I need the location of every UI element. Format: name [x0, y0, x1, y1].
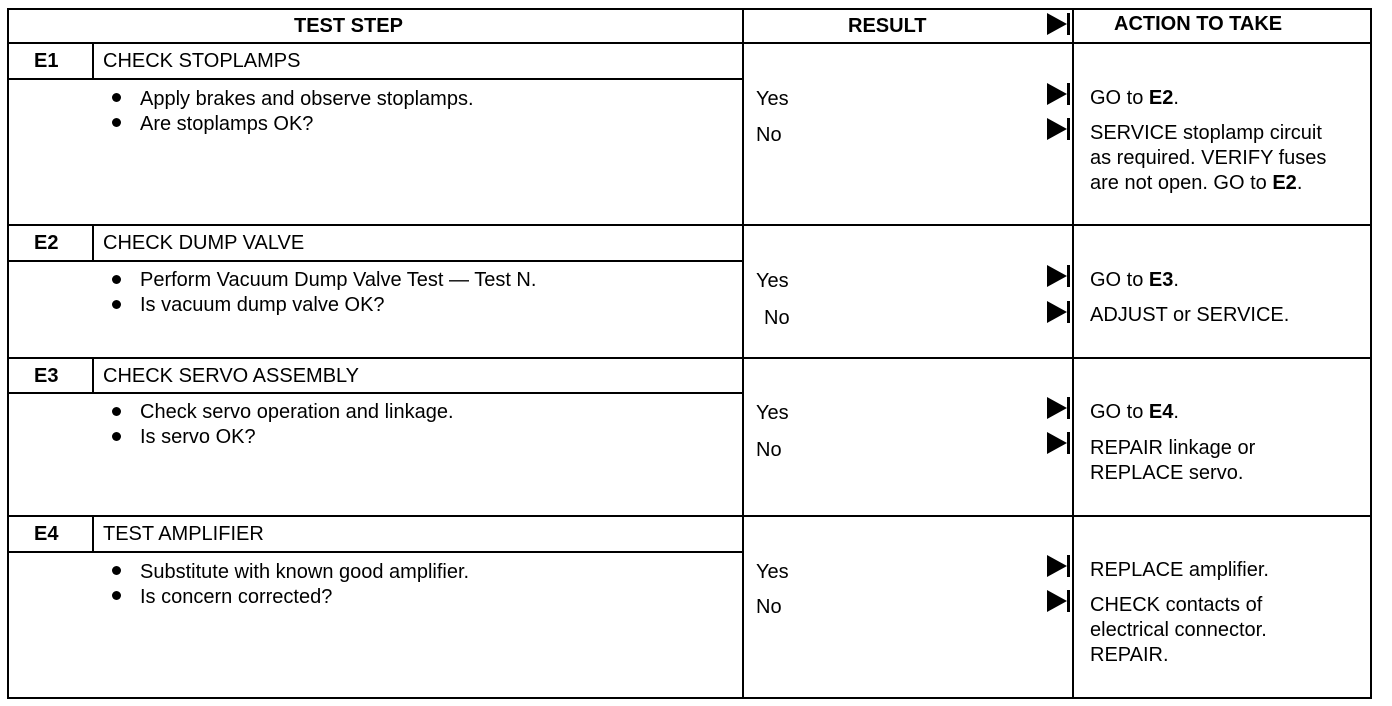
result-yes: Yes — [756, 561, 789, 583]
action-text: GO to E4. — [1090, 401, 1179, 423]
arrow-icon — [1047, 555, 1067, 577]
arrow-bar-icon — [1067, 265, 1070, 287]
arrow-icon — [1047, 301, 1067, 323]
arrow-bar-icon — [1067, 301, 1070, 323]
column-divider-result — [742, 8, 744, 699]
header-action: ACTION TO TAKE — [1114, 13, 1283, 35]
result-no: No — [756, 124, 782, 146]
header-arrow-icon — [1047, 13, 1067, 35]
step-title-underline — [7, 260, 744, 262]
code-divider — [92, 357, 94, 393]
arrow-icon — [1047, 265, 1067, 287]
result-no: No — [756, 439, 782, 461]
step-title: CHECK DUMP VALVE — [103, 232, 305, 254]
code-divider — [92, 42, 94, 79]
arrow-bar-icon — [1067, 83, 1070, 105]
bullet-icon — [112, 407, 121, 416]
step-title-underline — [7, 551, 744, 553]
arrow-icon — [1047, 432, 1067, 454]
step-code: E4 — [34, 523, 59, 545]
table-border-bottom — [7, 697, 1372, 699]
header-divider — [7, 42, 1372, 44]
step-bullet-text: Is servo OK? — [140, 426, 256, 448]
bullet-icon — [112, 591, 121, 600]
action-text: REPAIR linkage or REPLACE servo. — [1090, 437, 1256, 484]
step-code: E2 — [34, 232, 59, 254]
section-divider — [7, 224, 1372, 226]
header-test-step: TEST STEP — [294, 15, 403, 37]
action-text: REPLACE amplifier. — [1090, 559, 1269, 581]
step-bullet-text: Apply brakes and observe stoplamps. — [140, 88, 474, 110]
column-divider-action — [1072, 8, 1074, 699]
table-border-top — [7, 8, 1372, 10]
arrow-bar-icon — [1067, 397, 1070, 419]
result-no: No — [764, 307, 790, 329]
step-title-underline — [7, 392, 744, 394]
result-yes: Yes — [756, 88, 789, 110]
action-text: SERVICE stoplamp circuit as required. VERIFY fuses are not open. GO to E2. — [1090, 122, 1327, 194]
bullet-icon — [112, 300, 121, 309]
action-text: ADJUST or SERVICE. — [1090, 304, 1290, 326]
step-bullet-text: Is concern corrected? — [140, 586, 333, 608]
bullet-icon — [112, 118, 121, 127]
step-bullet-text: Substitute with known good amplifier. — [140, 561, 470, 583]
section-divider — [7, 515, 1372, 517]
result-yes: Yes — [756, 270, 789, 292]
table-border-right — [1370, 8, 1372, 699]
result-no: No — [756, 596, 782, 618]
step-code: E1 — [34, 50, 59, 72]
bullet-icon — [112, 432, 121, 441]
result-yes: Yes — [756, 402, 789, 424]
arrow-bar-icon — [1067, 118, 1070, 140]
step-bullet-text: Check servo operation and linkage. — [140, 401, 454, 423]
code-divider — [92, 224, 94, 261]
step-title: CHECK STOPLAMPS — [103, 50, 301, 72]
arrow-icon — [1047, 590, 1067, 612]
step-bullet-text: Is vacuum dump valve OK? — [140, 294, 385, 316]
step-code: E3 — [34, 365, 59, 387]
arrow-bar-icon — [1067, 13, 1070, 35]
arrow-icon — [1047, 397, 1067, 419]
step-title-underline — [7, 78, 744, 80]
step-bullet-text: Are stoplamps OK? — [140, 113, 314, 135]
section-divider — [7, 357, 1372, 359]
step-title: CHECK SERVO ASSEMBLY — [103, 365, 360, 387]
table-border-left — [7, 8, 9, 699]
action-text: GO to E3. — [1090, 269, 1179, 291]
arrow-bar-icon — [1067, 590, 1070, 612]
arrow-icon — [1047, 83, 1067, 105]
arrow-bar-icon — [1067, 432, 1070, 454]
arrow-bar-icon — [1067, 555, 1070, 577]
code-divider — [92, 515, 94, 552]
bullet-icon — [112, 566, 121, 575]
arrow-icon — [1047, 118, 1067, 140]
bullet-icon — [112, 93, 121, 102]
action-text: CHECK contacts of electrical connector. REPAIR. — [1090, 594, 1267, 666]
step-title: TEST AMPLIFIER — [103, 523, 264, 545]
step-bullet-text: Perform Vacuum Dump Valve Test — Test N. — [140, 269, 537, 291]
action-text: GO to E2. — [1090, 87, 1179, 109]
header-result: RESULT — [848, 15, 927, 37]
bullet-icon — [112, 275, 121, 284]
